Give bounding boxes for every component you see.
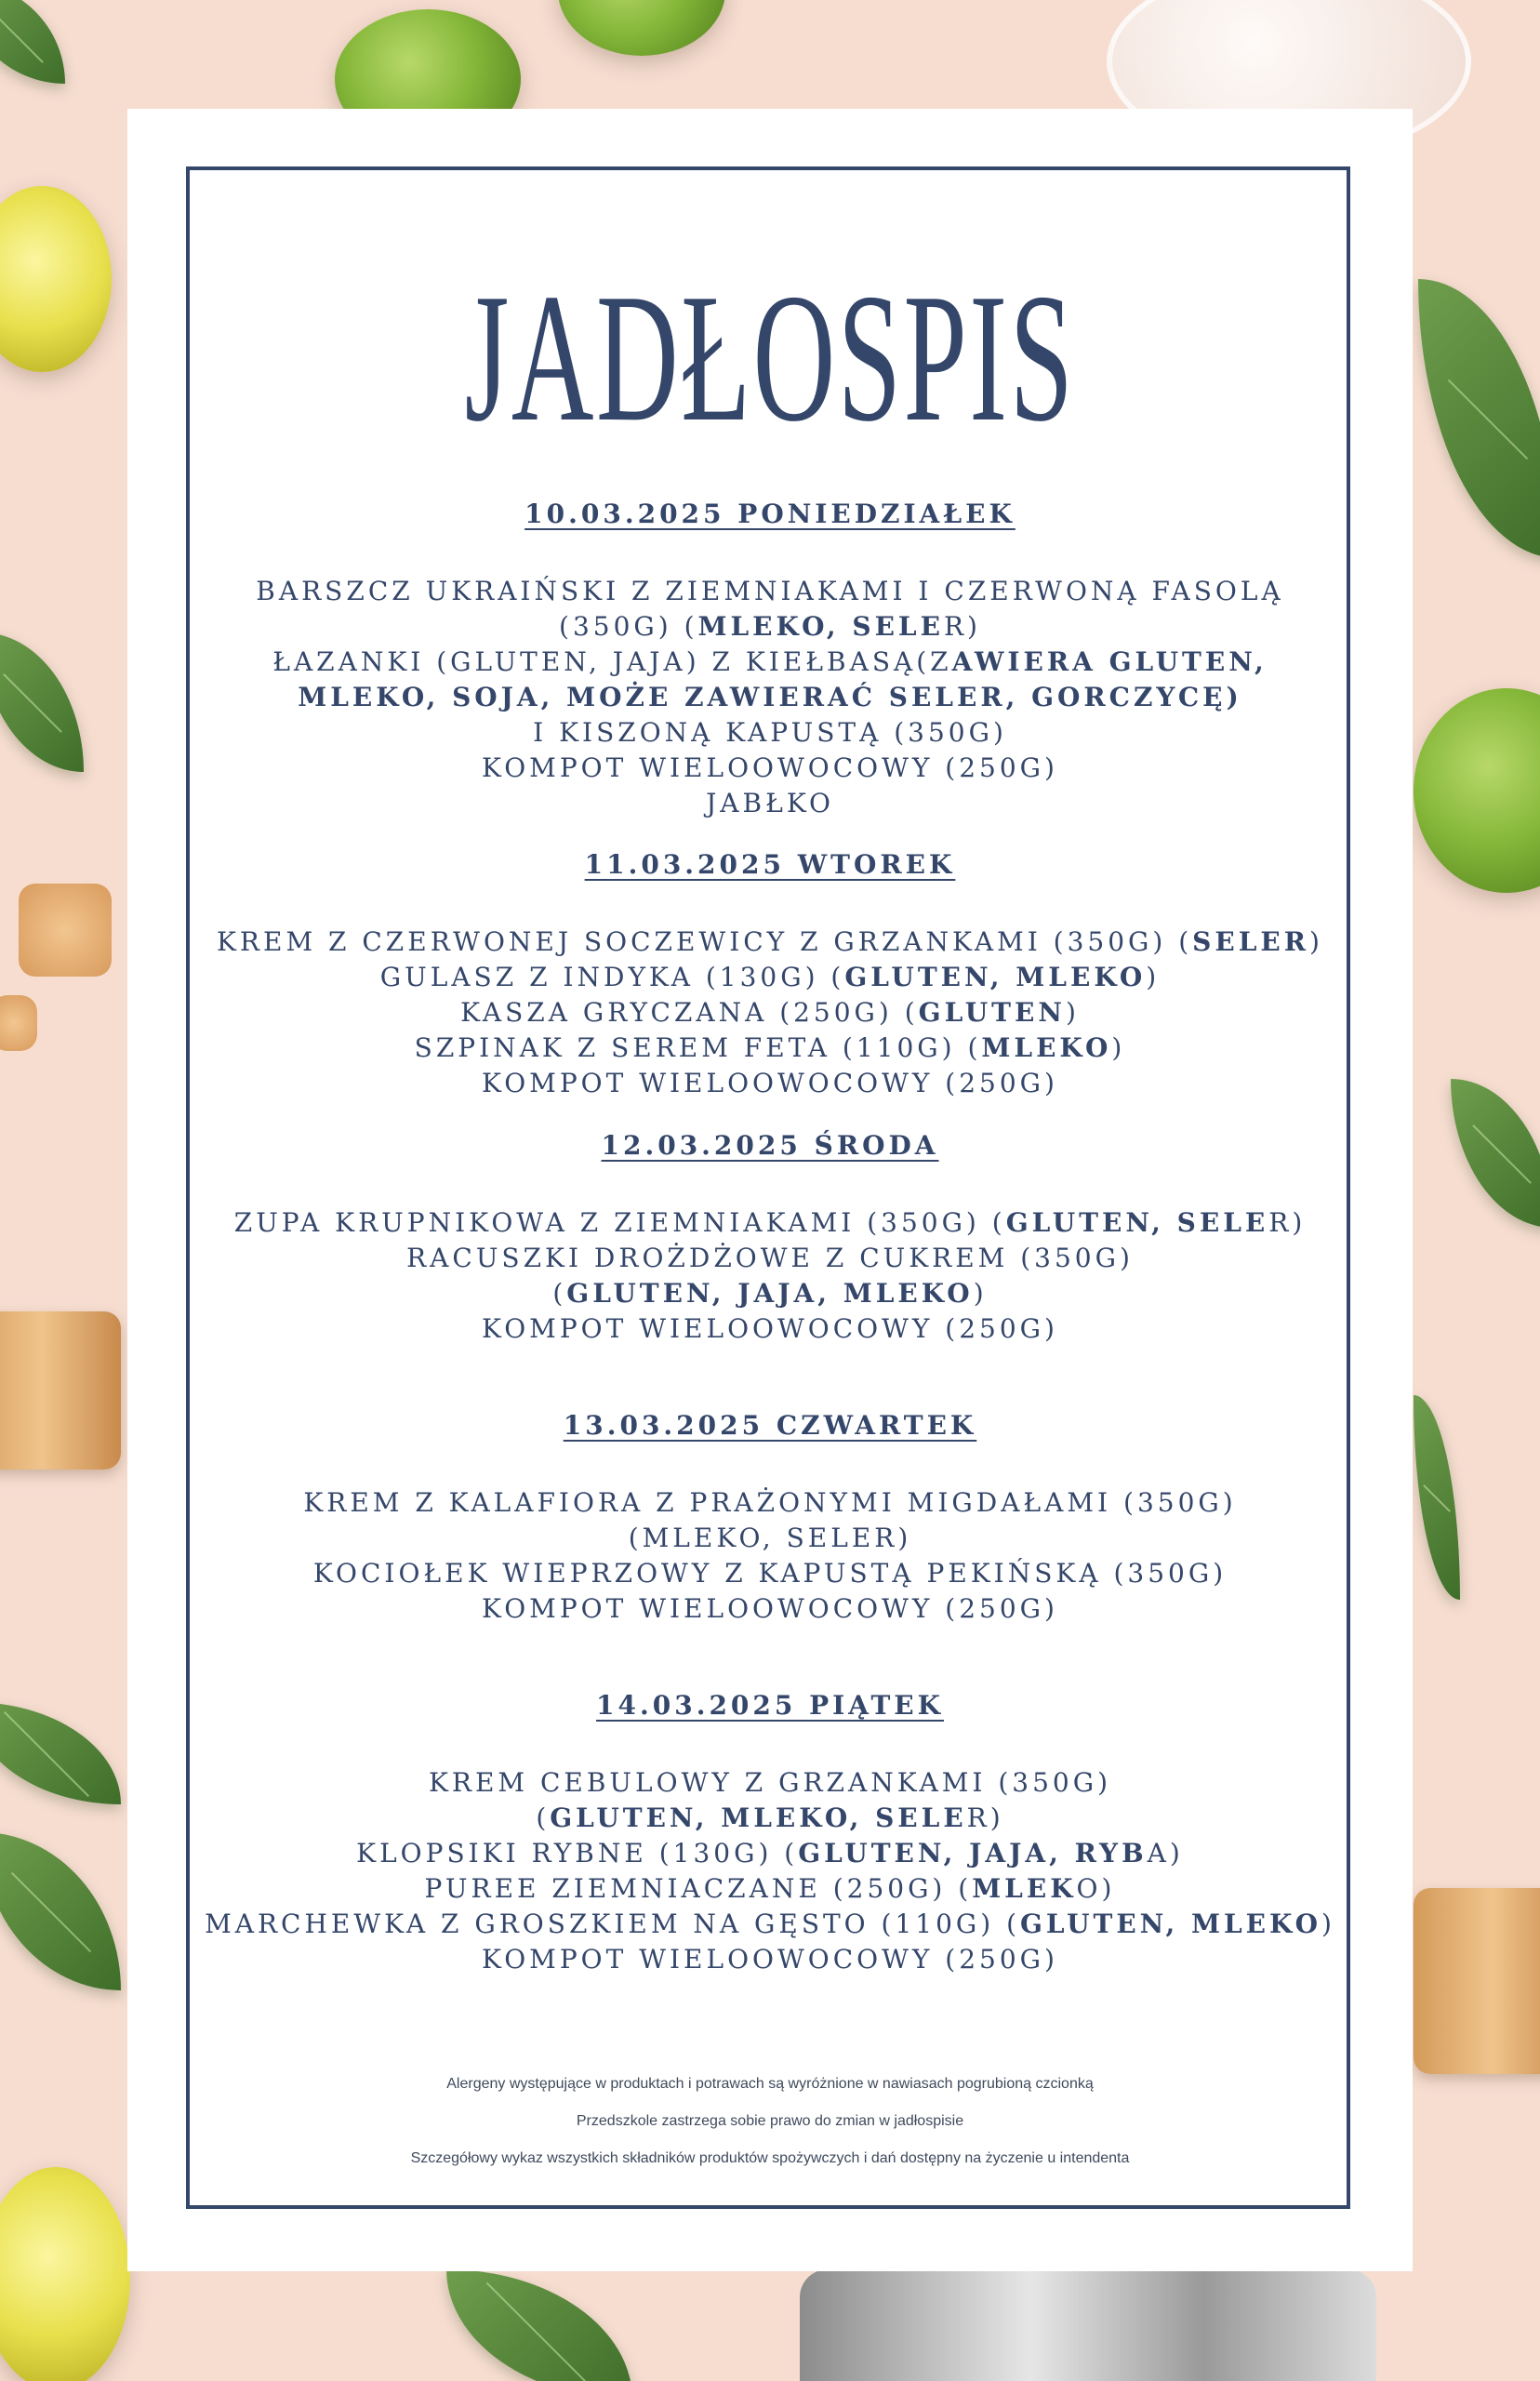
menu-line <box>127 1765 1413 1801</box>
allergen-note: Alergeny występujące w produktach i potrawach są wyróżnione w nawiasach pogrubioną czcionką <box>446 2076 1094 2092</box>
dish-text: R) <box>1268 1207 1307 1238</box>
dish-text: ( <box>536 1802 551 1833</box>
menu-line <box>127 924 1413 960</box>
mint-leaf-decoration <box>0 0 65 84</box>
menu-line <box>127 1591 1413 1627</box>
muddler-decoration <box>0 1311 121 1470</box>
menu-line <box>127 1836 1413 1871</box>
menu-line <box>127 1485 1413 1521</box>
allergen-text: GLUTEN, MLEKO <box>844 962 1147 992</box>
dish-text: RACUSZKI DROŻDŻOWE Z CUKREM (350G) <box>406 1243 1134 1273</box>
juicer-decoration <box>1414 1888 1540 2074</box>
menu-line <box>127 1556 1413 1591</box>
menu-line <box>127 645 1413 680</box>
menu-line <box>127 1066 1413 1101</box>
dish-text: ŁAZANKI (GLUTEN, JAJA) Z KIEŁBASĄ(Z <box>272 646 952 677</box>
menu-line <box>127 1205 1413 1241</box>
day-wednesday <box>127 1130 1413 1347</box>
dish-text: O) <box>1076 1873 1116 1904</box>
day-items <box>127 1485 1413 1627</box>
menu-card <box>127 109 1413 2271</box>
footer-notes <box>127 2076 1413 2188</box>
menu-line <box>127 609 1413 645</box>
allergen-text: GLUTEN, SELE <box>1005 1207 1269 1238</box>
sugar-cube-decoration <box>19 884 112 977</box>
allergen-text: GLUTEN, JAJA, MLEKO <box>566 1278 974 1309</box>
day-thursday <box>127 1410 1413 1627</box>
day-heading: 14.03.2025 PIĄTEK <box>596 1690 944 1721</box>
allergen-text: GLUTEN, MLEKO, SELE <box>550 1802 967 1833</box>
day-items <box>127 924 1413 1101</box>
dish-text: SZPINAK Z SEREM FETA (110G) ( <box>414 1032 982 1063</box>
menu-line <box>127 1942 1413 1977</box>
dish-text: KLOPSIKI RYBNE (130G) ( <box>356 1838 799 1869</box>
menu-line <box>127 1801 1413 1836</box>
dish-text: JABŁKO <box>706 788 834 818</box>
day-heading: 12.03.2025 ŚRODA <box>601 1130 939 1161</box>
menu-line <box>127 786 1413 821</box>
mint-leaf-decoration <box>1418 279 1540 558</box>
day-friday <box>127 1690 1413 1977</box>
menu-line <box>127 1871 1413 1907</box>
menu-line <box>127 715 1413 751</box>
mint-leaf-decoration <box>446 2269 632 2381</box>
allergen-text: SELER <box>1192 926 1310 957</box>
dish-text: I KISZONĄ KAPUSTĄ (350G) <box>533 717 1007 748</box>
dish-text: KOMPOT WIELOOWOCOWY (250G) <box>482 1068 1058 1098</box>
dish-text: KREM CEBULOWY Z GRZANKAMI (350G) <box>428 1767 1112 1798</box>
day-heading: 10.03.2025 PONIEDZIAŁEK <box>524 499 1016 529</box>
dish-text: KOMPOT WIELOOWOCOWY (250G) <box>482 1313 1058 1344</box>
dish-text: ( <box>552 1278 567 1309</box>
allergen-text: MLEKO <box>981 1032 1112 1063</box>
dish-text: ) <box>1146 962 1161 992</box>
day-heading: 11.03.2025 WTOREK <box>584 849 956 880</box>
allergen-text: MLEKO, SOJA, MOŻE ZAWIERAĆ SELER, GORCZYCĘ) <box>298 682 1242 712</box>
menu-line <box>127 1311 1413 1347</box>
lemon-slice-decoration <box>0 186 112 372</box>
dish-text: ZUPA KRUPNIKOWA Z ZIEMNIAKAMI (350G) ( <box>233 1207 1006 1238</box>
dish-text: BARSZCZ UKRAIŃSKI Z ZIEMNIAKAMI I CZERWONĄ FASOLĄ <box>256 576 1284 606</box>
menu-line <box>127 1241 1413 1276</box>
dish-text: ) <box>1065 997 1080 1028</box>
dish-text: A) <box>1147 1838 1184 1869</box>
allergen-text: GLUTEN <box>918 997 1066 1028</box>
dish-text: ) <box>1321 1909 1335 1939</box>
shaker-decoration <box>800 2269 1376 2381</box>
dish-text: GULASZ Z INDYKA (130G) ( <box>379 962 845 992</box>
menu-line <box>127 1276 1413 1311</box>
menu-line <box>127 1521 1413 1556</box>
menu-line <box>127 1907 1413 1942</box>
menu-line <box>127 960 1413 995</box>
allergen-text: GLUTEN, MLEKO <box>1020 1909 1321 1939</box>
page-title: JADŁOSPIS <box>464 256 1076 459</box>
dish-text: R) <box>966 1802 1004 1833</box>
dish-text: KASZA GRYCZANA (250G) ( <box>460 997 919 1028</box>
day-heading: 13.03.2025 CZWARTEK <box>563 1410 977 1441</box>
dish-text: ) <box>973 1278 988 1309</box>
dish-text: ) <box>1309 926 1323 957</box>
dish-text: ) <box>1111 1032 1126 1063</box>
menu-line <box>127 680 1413 715</box>
allergen-text: MLEK <box>972 1873 1077 1904</box>
lime-decoration <box>1414 688 1540 893</box>
changes-note: Przedszkole zastrzega sobie prawo do zmian w jadłospisie <box>576 2113 964 2129</box>
day-items <box>127 1205 1413 1347</box>
dish-text: KOCIOŁEK WIEPRZOWY Z KAPUSTĄ PEKIŃSKĄ (350G) <box>312 1558 1228 1589</box>
dish-text: MARCHEWKA Z GROSZKIEM NA GĘSTO (110G) ( <box>205 1909 1021 1939</box>
details-note: Szczegółowy wykaz wszystkich składników produktów spożywczych i dań dostępny na życzenie u intendenta <box>410 2150 1130 2166</box>
allergen-text: MLEKO, SELE <box>697 611 944 642</box>
dish-text: KREM Z KALAFIORA Z PRAŻONYMI MIGDAŁAMI (350G) <box>303 1487 1237 1518</box>
lime-half-decoration <box>0 2167 130 2381</box>
sugar-cube-decoration <box>0 995 37 1051</box>
dish-text: KOMPOT WIELOOWOCOWY (250G) <box>482 1944 1058 1975</box>
mint-leaf-decoration <box>0 1832 121 1990</box>
menu-line <box>127 995 1413 1031</box>
mint-leaf-decoration <box>1451 1079 1540 1228</box>
dish-text: (MLEKO, SELER) <box>628 1523 912 1553</box>
dish-text: KOMPOT WIELOOWOCOWY (250G) <box>482 1593 1058 1624</box>
day-tuesday <box>127 849 1413 1101</box>
dish-text: R) <box>943 611 981 642</box>
dish-text: (350G) ( <box>559 611 698 642</box>
allergen-text: AWIERA GLUTEN, <box>951 646 1268 677</box>
dish-text: KOMPOT WIELOOWOCOWY (250G) <box>482 752 1058 783</box>
mint-leaf-decoration <box>0 632 84 772</box>
allergen-text: GLUTEN, JAJA, RYB <box>798 1838 1148 1869</box>
mint-leaf-decoration <box>0 1702 121 1804</box>
dish-text: KREM Z CZERWONEJ SOCZEWICY Z GRZANKAMI (350G) ( <box>217 926 1193 957</box>
day-items <box>127 1765 1413 1977</box>
menu-line <box>127 1031 1413 1066</box>
menu-line <box>127 574 1413 609</box>
dish-text: PUREE ZIEMNIACZANE (250G) ( <box>424 1873 973 1904</box>
lime-decoration <box>558 0 725 56</box>
mint-leaf-decoration <box>1414 1395 1460 1600</box>
day-monday <box>127 499 1413 821</box>
day-items <box>127 574 1413 821</box>
menu-line <box>127 751 1413 786</box>
